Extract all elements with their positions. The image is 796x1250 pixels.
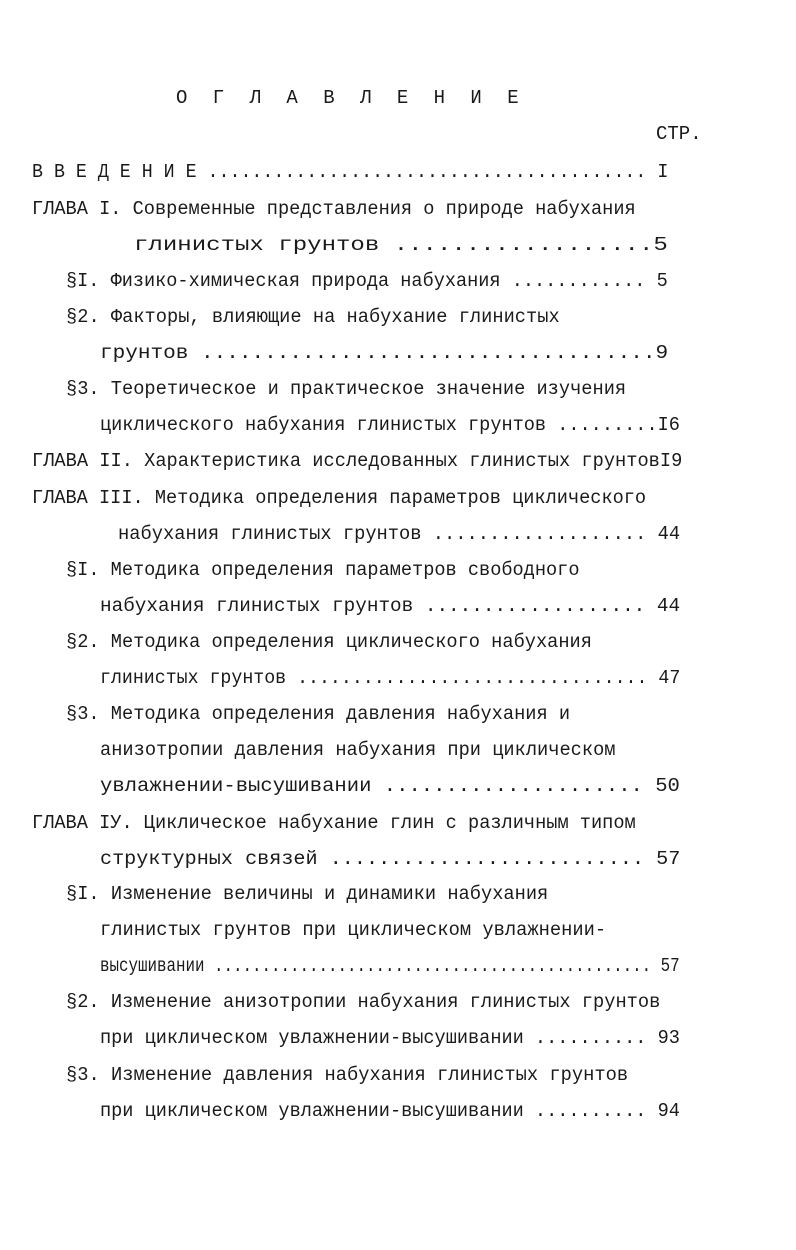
toc-line: грунтов ....................................9 [100, 342, 669, 364]
toc-line: В В Е Д Е Н И Е ........................................ I [32, 161, 669, 183]
toc-line: циклического набухания глинистых грунтов .........I6 [100, 414, 680, 436]
toc-line: высушивании .............................................. 57 [100, 955, 680, 977]
toc-line: глинистых грунтов ..................5 [134, 234, 668, 256]
toc-line: ГЛАВА III. Методика определения параметров циклического [32, 487, 647, 509]
toc-line: §3. Изменение давления набухания глинистых грунтов [66, 1064, 629, 1086]
page-title: О Г Л А В Л Е Н И Е [176, 87, 526, 109]
toc-line: увлажнении-высушивании ..................... 50 [100, 775, 680, 797]
page-column-label: СТР. [656, 123, 702, 145]
toc-line: ГЛАВА II. Характеристика исследованных глинистых грунтовI9 [32, 450, 683, 472]
toc-line: ГЛАВА I. Современные представления о природе набухания [32, 198, 636, 220]
toc-line: §I. Методика определения параметров свободного [66, 559, 580, 581]
toc-line: §I. Изменение величины и динамики набухания [66, 883, 549, 905]
toc-line: §2. Методика определения циклического набухания [66, 631, 592, 653]
toc-line: при циклическом увлажнении-высушивании .......... 93 [100, 1027, 680, 1049]
toc-line: анизотропии давления набухания при циклическом [100, 739, 616, 761]
toc-line: при циклическом увлажнении-высушивании .......... 94 [100, 1100, 680, 1122]
toc-line: глинистых грунтов при циклическом увлажнении- [100, 919, 607, 941]
toc-line: набухания глинистых грунтов ................... 44 [118, 523, 681, 545]
toc-line: структурных связей .......................... 57 [100, 848, 681, 870]
toc-line: §2. Изменение анизотропии набухания глинистых грунтов [66, 991, 661, 1013]
toc-line: §I. Физико-химическая природа набухания ............ 5 [66, 270, 668, 292]
toc-line: §3. Методика определения давления набухания и [66, 703, 571, 725]
toc-line: набухания глинистых грунтов ................... 44 [100, 595, 681, 617]
toc-line: §2. Факторы, влияющие на набухание глинистых [66, 306, 560, 328]
toc-line: ГЛАВА IУ. Циклическое набухание глин с различным типом [32, 812, 636, 834]
toc-line: глинистых грунтов ................................ 47 [100, 667, 681, 689]
toc-line: §3. Теоретическое и практическое значение изучения [66, 378, 627, 400]
